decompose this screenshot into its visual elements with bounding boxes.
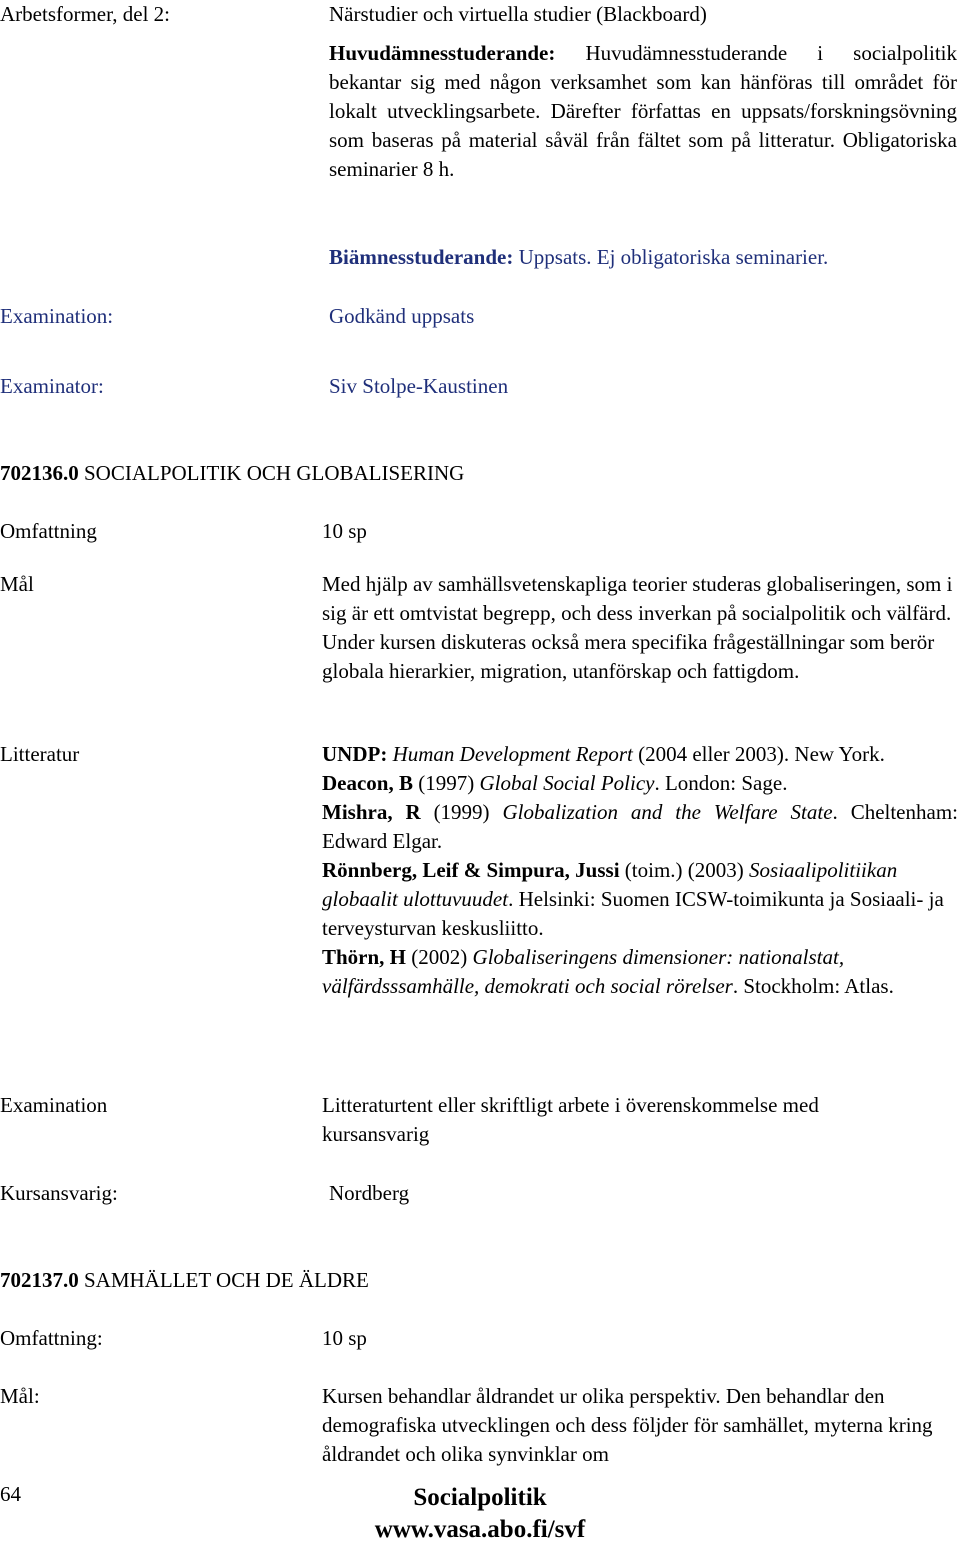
- literature-entry: [322, 798, 958, 856]
- arbetsformer-label: Arbetsformer, del 2:: [0, 2, 171, 26]
- arbetsformer-value: Närstudier och virtuella studier (Blackboard): [329, 2, 707, 26]
- ref-details: . Stockholm: Atlas.: [732, 974, 894, 998]
- scope-label: Omfattning: [0, 519, 97, 543]
- ref-title: Sosiaalipolitiikan globaalit ulottuvuudet: [322, 858, 898, 911]
- ref-author: Deacon, B: [322, 771, 413, 795]
- scope-label: Omfattning:: [0, 1326, 103, 1350]
- scope-value: 10 sp: [322, 519, 367, 543]
- literature-entry: [322, 769, 958, 798]
- scope-value: 10 sp: [322, 1326, 367, 1350]
- examination-label: Examination:: [0, 304, 114, 328]
- examination-label: Examination: [0, 1093, 108, 1117]
- ref-title: Globalization and the Welfare State: [502, 800, 833, 824]
- page-number: 64: [0, 1482, 21, 1506]
- ref-year: ) (2003): [675, 858, 750, 882]
- goal-label: Mål:: [0, 1384, 40, 1408]
- examinator-value: Siv Stolpe-Kaustinen: [329, 374, 509, 398]
- course-responsible-label: Kursansvarig:: [0, 1181, 118, 1205]
- ref-author: Thörn, H: [322, 945, 407, 969]
- goal-label: Mål: [0, 572, 34, 596]
- course-code: 702137.0: [0, 1268, 79, 1292]
- ref-details: . Helsinki: Suomen ICSW-toimikunta ja Sosiaali- ja terveysturvan keskusliitto.: [322, 887, 944, 940]
- literature-entry: [322, 856, 958, 943]
- ref-year: (1999): [420, 800, 503, 824]
- goal-text: Med hjälp av samhällsvetenskapliga teorier studeras globaliseringen, som i sig är ett omtvistat begrepp, och dess inverkan på socialpolitik och välfärd. Under kursen diskuteras också mera specifika frågeställningar som berör globala hierarkier, migration, utanförskap och fattigdom.: [322, 572, 953, 683]
- ref-title: Global Social Policy: [479, 771, 655, 795]
- ref-title: Human Development Report: [387, 742, 633, 766]
- ref-author: Mishra, R: [322, 800, 421, 824]
- goal-text: Kursen behandlar åldrandet ur olika perspektiv. Den behandlar den demografiska utvecklingen och dess följder för samhället, myterna kring åldrandet och olika synvinklar om: [322, 1384, 933, 1466]
- literature-entry: [322, 943, 958, 1001]
- course-responsible-value: Nordberg: [329, 1181, 410, 1205]
- ref-year: (1997): [413, 771, 480, 795]
- course-title: SOCIALPOLITIK OCH GLOBALISERING: [78, 461, 465, 485]
- examination-value: Litteraturtent eller skriftligt arbete i överenskommelse med kursansvarig: [322, 1093, 819, 1146]
- examinator-label: Examinator:: [0, 374, 104, 398]
- footer-title: Socialpolitik: [413, 1484, 547, 1511]
- ref-editor-note: (toim.: [619, 858, 676, 882]
- ref-details: (2004 eller 2003). New York.: [632, 742, 885, 766]
- literature-list: [322, 740, 958, 1001]
- main-subject-text: Huvudämnesstuderande i socialpolitik bekantar sig med någon verksamhet som kan hänföras till området för lokalt utvecklingsarbete. Därefter författas en uppsats/forskningsövning som baseras på material såväl från fältet som på litteratur. Obligatoriska seminarier 8 h.: [329, 41, 957, 181]
- footer-url[interactable]: www.vasa.abo.fi/svf: [374, 1516, 586, 1543]
- minor-subject-label: Biämnesstuderande:: [329, 245, 514, 269]
- literature-label: Litteratur: [0, 742, 80, 766]
- course-code: 702136.0: [0, 461, 79, 485]
- ref-year: (2002): [406, 945, 473, 969]
- literature-entry: [322, 740, 958, 769]
- ref-details: . London: Sage.: [654, 771, 788, 795]
- ref-author: Rönnberg, Leif & Simpura, Jussi: [322, 858, 620, 882]
- ref-title: Globaliseringens dimensioner: nationalstat, välfärdsssamhälle, demokrati och social rörelser: [322, 945, 845, 998]
- main-subject-paragraph: [329, 39, 957, 184]
- ref-details: . Cheltenham: Edward Elgar.: [322, 800, 958, 853]
- minor-subject-text: Uppsats. Ej obligatoriska seminarier.: [513, 245, 829, 269]
- ref-author: UNDP:: [322, 742, 388, 766]
- course-heading-702137: [0, 1266, 369, 1295]
- examination-value: Godkänd uppsats: [329, 304, 475, 328]
- minor-subject-paragraph: [329, 243, 957, 272]
- course-heading-702136: [0, 459, 464, 488]
- main-subject-label: Huvudämnesstuderande:: [329, 41, 556, 65]
- course-title: SAMHÄLLET OCH DE ÄLDRE: [78, 1268, 369, 1292]
